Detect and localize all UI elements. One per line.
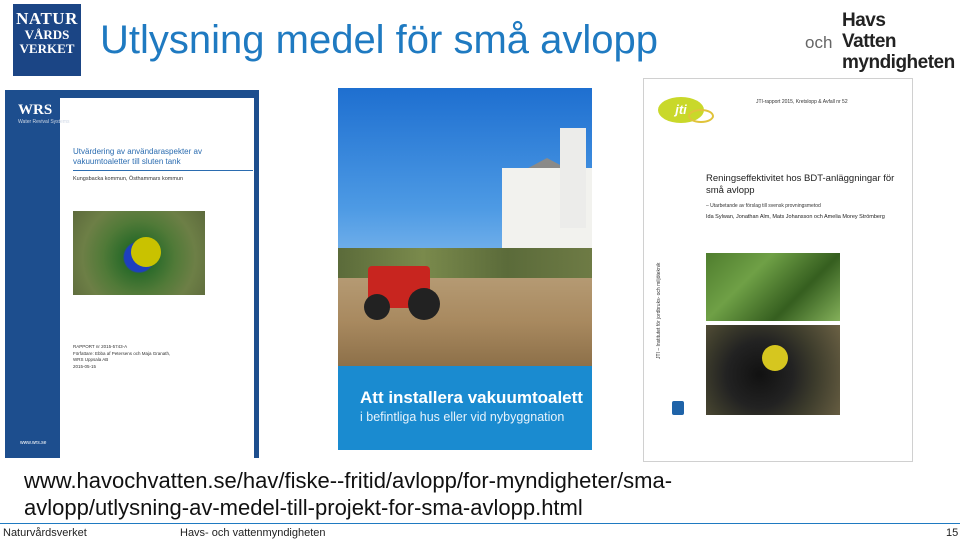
wrs-report-subtitle: Kungsbacka kommun, Östhammars kommun [73, 176, 184, 182]
footer-left: Naturvårdsverket [3, 527, 87, 539]
banner-subtitle: i befintliga hus eller vid nybyggnation [360, 410, 565, 424]
havochvatten-logo [805, 10, 955, 76]
logo-nv-line1: NATUR [16, 9, 78, 28]
meta-line: WRS Uppsala AB [73, 357, 109, 362]
cover-sidebar [10, 98, 60, 458]
report-cover-wrs [5, 90, 259, 458]
sp-logo [672, 401, 684, 415]
jti-report-title: Reningseffektivitet hos BDT-anläggningar för små avlopp [706, 173, 895, 196]
jti-vertical-text: JTI – Institutet för jordbruks- och miljöteknik [656, 262, 662, 359]
jti-logo: jti [658, 97, 704, 123]
footer-middle: Havs- och vattenmyndigheten [180, 527, 326, 539]
wrs-report-meta [73, 344, 243, 370]
wrs-logo-sub: Water Revival Systems [18, 119, 70, 125]
wrs-url: www.wrs.se [20, 440, 47, 446]
logo-hav-prefix: och [805, 33, 833, 52]
logo-hav-line3: myndigheten [842, 52, 955, 73]
vegetation-photo [706, 253, 840, 321]
report-cover-jti [643, 78, 913, 462]
well-photo [706, 325, 840, 415]
meta-line: RAPPORT nr 2015-5743-A [73, 344, 128, 349]
wrs-logo: WRS [18, 102, 53, 118]
cover-banner [338, 366, 592, 450]
jti-report-authors: Ida Sylwan, Jonathan Alm, Mats Johansson och Amelia Morey Strömberg [706, 214, 885, 220]
link-url-line1[interactable]: www.havochvatten.se/hav/fiske--fritid/avlopp/for-myndigheter/sma- [24, 468, 673, 493]
tractor-wheel [408, 288, 440, 320]
divider [73, 170, 253, 171]
page-number: 15 [946, 527, 959, 539]
tank-photo [73, 211, 205, 295]
tank-lid [131, 237, 161, 267]
logo-hav-line1: Havs [842, 10, 886, 31]
footer-divider [0, 523, 960, 524]
logo-hav-line2: Vatten [842, 31, 897, 52]
logo-nv-line3: VERKET [19, 41, 75, 56]
slide-title: Utlysning medel för små avlopp [100, 18, 659, 62]
link-url-line2[interactable]: avlopp/utlysning-av-medel-till-projekt-for-sma-avlopp.html [24, 495, 583, 520]
jti-series: JTI-rapport 2015, Kretslopp & Avfall nr 52 [756, 99, 848, 105]
report-cover-vakuumtoalett [338, 88, 592, 450]
wrs-report-title: Utvärdering av användaraspekter av vakuumtoaletter till sluten tank [73, 147, 202, 166]
cover-topbar [10, 90, 254, 98]
jti-report-subtitle: – Utarbetande av förslag till svensk provningsmetod [706, 203, 821, 209]
tractor-wheel [364, 294, 390, 320]
logo-nv-line2: VÅRDS [24, 27, 70, 42]
well-object [762, 345, 788, 371]
banner-title: Att installera vakuumtoalett [360, 388, 583, 407]
meta-line: 2015-05-15 [73, 363, 97, 369]
church-tower [560, 128, 586, 228]
meta-line: Författare: Ebba af Petersens och Maja Granath, [73, 350, 171, 356]
naturvardsverket-logo [13, 4, 81, 76]
jti-logo-arc [688, 109, 714, 123]
